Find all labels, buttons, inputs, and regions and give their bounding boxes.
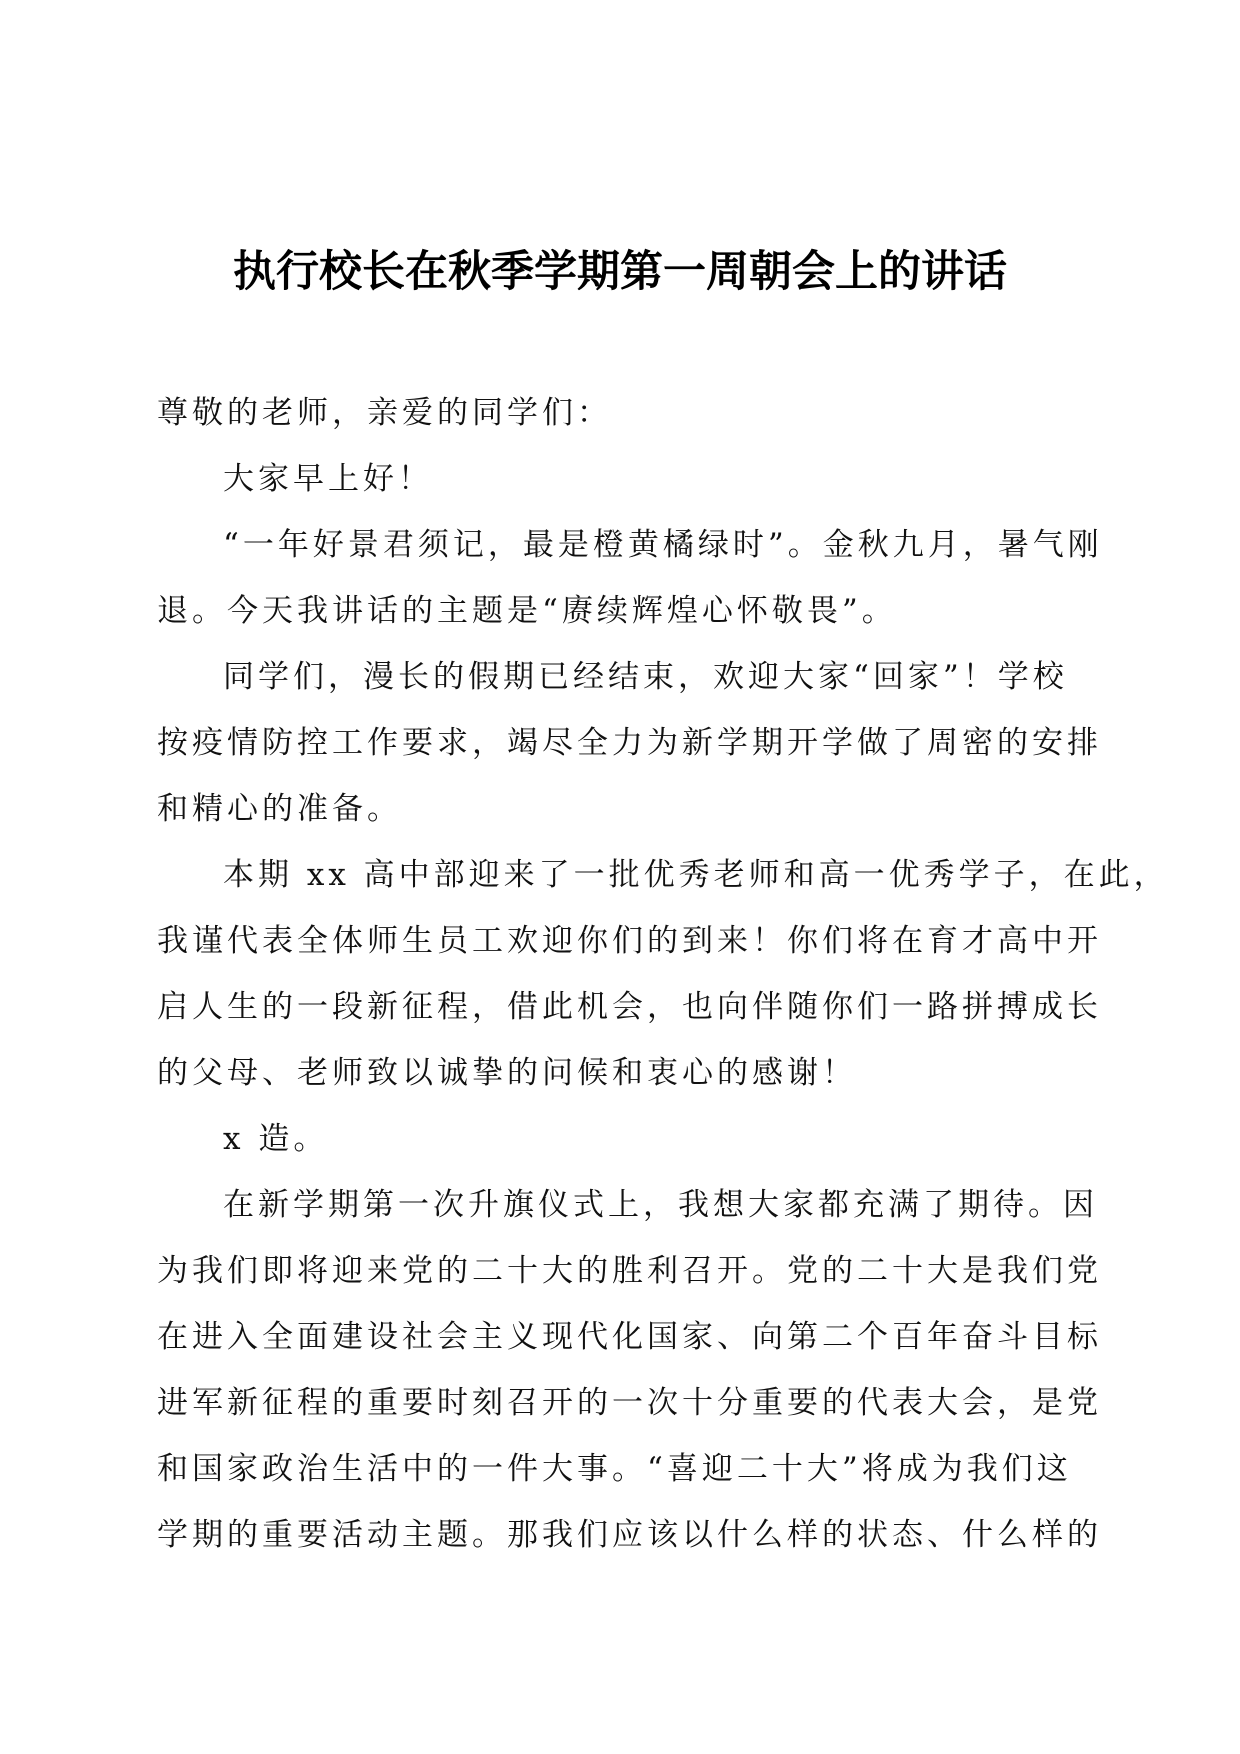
paragraph-line: 退。今天我讲话的主题是“赓续辉煌心怀敬畏”。 <box>157 593 897 629</box>
paragraph-line: 本期 xx 高中部迎来了一批优秀老师和高一优秀学子，在此， <box>223 857 1169 893</box>
document-title: 执行校长在秋季学期第一周朝会上的讲话 <box>233 247 1007 297</box>
paragraph-line: 的父母、老师致以诚挚的问候和衷心的感谢！ <box>157 1055 857 1091</box>
paragraph-line: 为我们即将迎来党的二十大的胜利召开。党的二十大是我们党 <box>157 1253 1102 1289</box>
paragraph-line: 学期的重要活动主题。那我们应该以什么样的状态、什么样的 <box>157 1517 1102 1553</box>
document-body <box>157 380 1169 1568</box>
paragraph-line: 启人生的一段新征程，借此机会，也向伴随你们一路拼搏成长 <box>157 989 1102 1025</box>
paragraph-line: 我谨代表全体师生员工欢迎你们的到来！你们将在育才高中开 <box>157 923 1102 959</box>
paragraph-line: 进军新征程的重要时刻召开的一次十分重要的代表大会，是党 <box>157 1385 1102 1421</box>
salutation-line: 尊敬的老师，亲爱的同学们： <box>157 395 612 431</box>
paragraph-line: “一年好景君须记，最是橙黄橘绿时”。金秋九月，暑气刚 <box>223 527 1103 563</box>
paragraph-line: 同学们，漫长的假期已经结束，欢迎大家“回家”！学校 <box>223 659 1068 695</box>
paragraph-line: 在新学期第一次升旗仪式上，我想大家都充满了期待。因 <box>223 1187 1098 1223</box>
paragraph-line: 和精心的准备。 <box>157 791 402 827</box>
paragraph-line: 在进入全面建设社会主义现代化国家、向第二个百年奋斗目标 <box>157 1319 1102 1355</box>
paragraph-line: 和国家政治生活中的一件大事。“喜迎二十大”将成为我们这 <box>157 1451 1072 1487</box>
paragraph-line: 按疫情防控工作要求，竭尽全力为新学期开学做了周密的安排 <box>157 725 1102 761</box>
paragraph-line: x 造。 <box>223 1121 329 1157</box>
greeting-line: 大家早上好！ <box>223 461 433 497</box>
